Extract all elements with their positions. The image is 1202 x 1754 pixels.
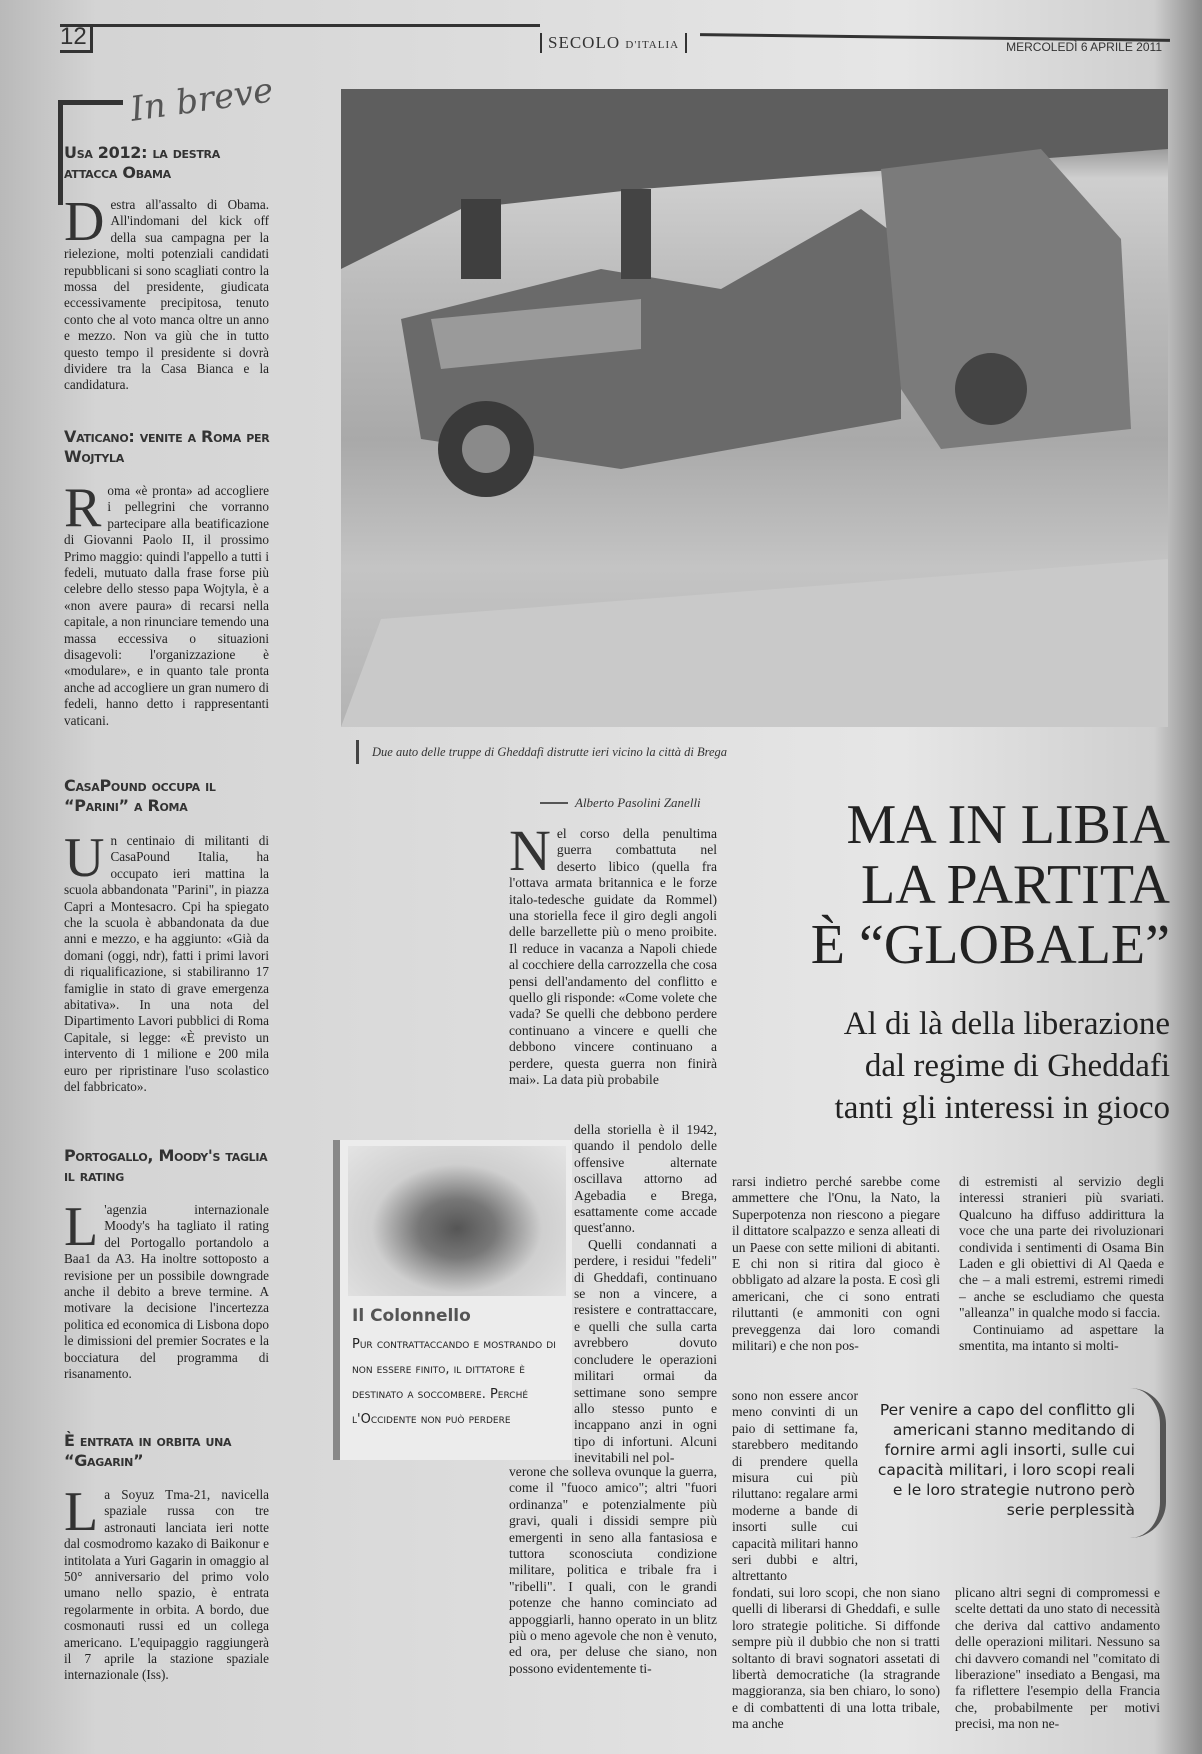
brief-body [64,477,269,753]
brief-headline: Portogallo, Moody's taglia il rating [64,1146,268,1185]
article-column [509,818,717,1122]
headline-line: LA PARTITA [860,854,1170,916]
article-text: fondati, sui loro scopi, che non siano quelli di liberarsi di Gheddafi, e sulle loro strategie politiche. Si diffonde sempre più il dubbio che non si tratti soltanto di bravi sognatori assetati di libertà democratiche (la stragrande maggioranza, sia ben chiaro, lo sono) e di combattenti di una lotta tribale, ma anche [732,1585,940,1732]
article-text: plicano altri segni di compromessi e scelte dettati da uno stato di necessità che deriva dal cattivo andamento delle operazioni militari. Nessuno sa chi davvero comandi nel "comitato di liberazione" insediato a Bengasi, ma fa riflettere l'esempio della Francia che, probabilmente per motivi precisi, ma non ne- [955,1585,1160,1732]
drop-cap: U [64,827,105,889]
pull-quote-bracket [1130,1388,1166,1538]
brief-body [64,827,269,1125]
brief-body [64,1196,269,1407]
subheadline [760,1003,1170,1129]
byline: Alberto Pasolini Zanelli [575,795,701,810]
brief-headline: CasaPound occupa il “Parini” a Roma [64,776,216,815]
colonnello-box [333,1140,572,1460]
page-number: 12 [60,24,93,53]
caption-bar [356,740,359,764]
drop-cap: R [64,477,102,539]
article-text: di estremisti al servizio degli interessi stranieri più svariati. Qualcuno ha diffuso addirittura la voce che una parte dei rivoluzionari condivida i sentimenti di Osama Bin Laden e gli obiettivi di Al Qaeda e che – a mali estremi, estremi rimedi – anche se escludiamo che questa "alleanza" in qualche modo si faccia. [959,1174,1164,1321]
article-column [959,1174,1164,1370]
article-text: verone che solleva ovunque la guerra, come il "fuoco amico"; altri "fuori ordinanza" e potenzialmente più gravi, quali i dissidi sempre più emergenti in seno alla fantasiosa e tuttora sconosciuta condizione militare, politica e tribale fra i "ribelli". I quali, con le grandi potenze che hanno cominciato ad appoggiarli, hanno operato in un blitz più o meno agevole che non è venuto, ed ora, per deluse che siano, non possono evidentemente ti- [509,1464,717,1676]
header-rule-left [60,24,540,27]
brief-headline: Vaticano: venite a Roma per Wojtyla [64,427,270,466]
masthead-suffix: D'ITALIA [625,39,680,51]
headline [770,795,1170,975]
drop-cap: L [64,1196,99,1258]
box-text: Pur contrattaccando e mostrando di non essere finito, il dittatore è destinato a soccombere. Perché l'Occidente non può perdere [352,1337,556,1427]
headline-line: MA IN LIBIA [846,794,1170,856]
main-photo [341,89,1168,727]
brief-text: 'agenzia internazionale Moody's ha tagliato il rating del Portogallo portandolo a Baa1 da A3. Ha inoltre sottoposto a revisione per un possibile downgrade anche il debito a breve termine. A motivare la decisione l'incertezza politica ed economica di Lisbona dopo le dimissioni del premier Socrates e la bocciatura del programma di risanamento. [64,1202,269,1382]
brief-headline: Usa 2012: la destra attacca Obama [64,143,220,182]
article-text: Continuiamo ad aspettare la smentita, ma intanto si molti- [959,1321,1164,1354]
brief-body [64,191,269,402]
article-text: el corso della penultima guerra combattuta nel deserto libico (quella fra l'ottava armata britannica e le forze italo-tedesche guidate da Rommel) una storiella fece il giro degli angoli delle barzellette più o meno proibite. Il reduce in vacanza a Napoli chiede al cocchiere della carrozzella che cosa pensi dell'andamento del conflitto e quello gli risponde: «Come volete che vada? Se quelli che debbono perdere continuano a vincere e quelli che debbono vincere continuano a perdere, questa guerra non finirà mai». La data più probabile [509,826,717,1088]
masthead [540,33,687,53]
byline-rule [540,802,568,804]
photo-caption: Due auto delle truppe di Gheddafi distrutte ieri vicino la città di Brega [372,745,728,759]
article-text: sono non essere ancor meno convinti di un paio di settimane fa, starebbero meditando di prendere quella misura cui più riluttano: regalare armi moderne a bande di insorti sulle cui capacità militari hanno seri dubbi e altri, altrettanto [732,1388,858,1584]
pull-quote: Per venire a capo del conflitto gli americani stanno meditando di fornire armi agli insorti, sulle cui capacità militari, i loro scopi reali e le loro strategie nutrono però serie perplessità [877,1401,1135,1519]
article-column [955,1585,1160,1732]
masthead-name: SECOLO [548,33,621,52]
destroyed-vehicles-image [341,89,1168,727]
article-column [732,1585,940,1732]
brief-text: estra all'assalto di Obama. All'indomani del kick off della sua campagna per la rielezione, molti potenziali candidati repubblicani si sono scagliati contro la mossa del presidente, giudicata eccessivamente precipitosa, tenuto conto che al voto manca oltre un anno e mezzo. Non va giù che in tutto questo tempo il presidente si dovrà dividere tra la Casa Bianca e la candidatura. [64,197,269,393]
article-column [732,1174,940,1388]
subhead-line: dal regime di Gheddafi [864,1048,1170,1084]
article-column [509,1464,717,1718]
brief-text: n centinaio di militanti di CasaPound Italia, ha occupato ieri mattina la scuola abbandonata "Parini", in piazza Capri a Montesacro. Cpi ha spiegato che la scuola è abbandonata da due anni e mezzo, e ha aggiunto: «Già da domani (oggi, ndr), fatti i primi lavori di riqualificazione, si stabiliranno 17 famiglie in stato di grave emergenza abitativa». In una nota del Dipartimento Lavori pubblici di Roma Capitale, si legge: «È previsto un intervento di 1 milione e 200 mila euro per ripristinare l'uso scolastico del fabbricato». [64,833,269,1095]
box-title: Il Colonnello [352,1306,471,1326]
article-column [574,1122,717,1464]
article-text: rarsi indietro perché sarebbe come ammettere che l'Onu, la Nato, la Superpotenza non riescono a piegare il dittatore scalpazzo e senza alleati di un Paese con sette milioni di abitanti. E chi non si ritira dal gioco è obbligato ad alzare la posta. E così gli americani, che ci sono entrati riluttanti (e ammoniti con ogni preveggenza dai loro comandi militari) e che non pos- [732,1174,940,1354]
section-title: In breve [127,70,276,130]
brief-headline: È entrata in orbita una “Gagarin” [64,1431,232,1470]
drop-cap: D [64,191,105,253]
gaddafi-portrait [348,1146,566,1296]
drop-cap: N [509,818,551,883]
brief-text: oma «è pronta» ad accogliere i pellegrini che vorranno partecipare alla beatificazione di Giovanni Paolo II, il prossimo Primo maggio: quindi l'appello a tutti i fedeli, mutuato dalla frase forse più celebre dello stesso papa Wojtyla, è a «non avere paura» di recarsi nella capitale, a non rinunciare temendo una massa eccessiva o situazioni disagevoli: l'organizzazione è «modulare», e in quanto tale pronta anche ad accogliere un gran numero di fedeli, hanno detto i rappresentanti vaticani. [64,483,269,728]
subhead-line: Al di là della liberazione [843,1006,1170,1042]
drop-cap: L [64,1481,99,1543]
subhead-line: tanti gli interessi in gioco [834,1090,1170,1126]
headline-line: È “GLOBALE” [810,914,1170,976]
issue-date: MERCOLEDÌ 6 APRILE 2011 [1006,40,1162,54]
article-text: Quelli condannati a perdere, i residui "fedeli" di Gheddafi, continuano se non a vincere, a resistere e contrattaccare, e quelli che sulla carta avrebbero dovuto concludere le operazioni militari ormai da settimane sono sempre allo stesso punto e incappano anzi in ogni tipo di infortuni. Alcuni inevitabili nel pol- [574,1236,717,1466]
article-column [732,1388,858,1584]
brief-body [64,1481,269,1709]
article-text: della storiella è il 1942, quando il pendolo delle offensive alternate oscillava attorno ad Agebadia e Brega, esattamente come accade quest'anno. [574,1122,717,1236]
brief-text: a Soyuz Tma-21, navicella spaziale russa con tre astronauti lanciata ieri notte dal cosmodromo kazako di Baikonur e intitolata a Yuri Gagarin in omaggio al 50° anniversario del primo volo umano nello spazio, è entrata regolarmente in orbita. A bordo, due cosmonauti russi ed un collega americano. L'equipaggio raggiungerà il 7 aprile la stazione spaziale internazionale (Iss). [64,1487,269,1683]
